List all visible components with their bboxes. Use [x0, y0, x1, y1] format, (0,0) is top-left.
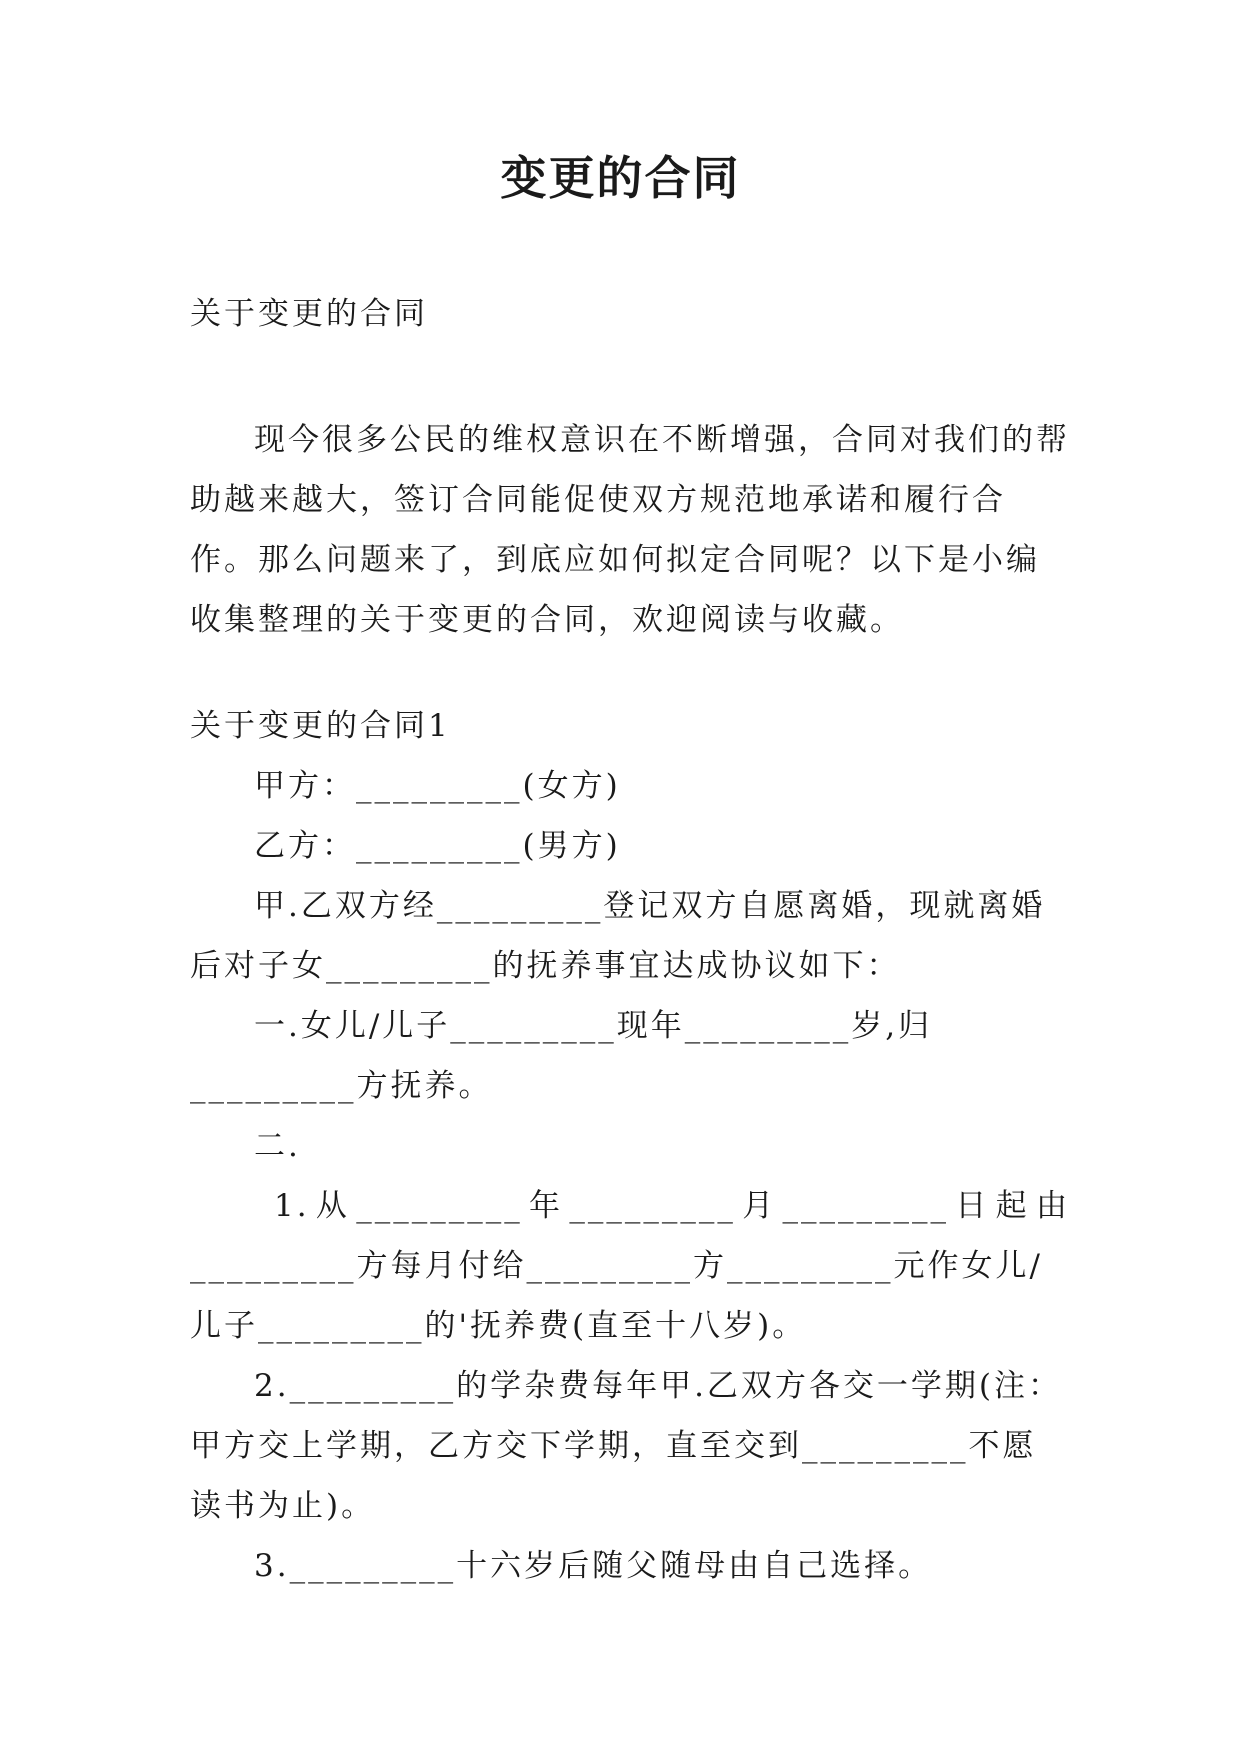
- intro-paragraph: 现今很多公民的维权意识在不断增强，合同对我们的帮助越来越大，签订合同能促使双方规范地承诺和履行合作。那么问题来了，到底应如何拟定合同呢？以下是小编收集整理的关于变更的合同，欢迎阅读与收藏。: [190, 422, 1070, 638]
- clause-2-1-continuation: _________方每月付给_________方_________元作女儿/儿子_________的'抚养费(直至十八岁)。: [190, 1248, 1043, 1344]
- clause-2-heading: 二.: [254, 1128, 301, 1164]
- clause-2-3-paragraph: 3._________十六岁后随父随母由自己选择。: [254, 1548, 933, 1584]
- party-a-line: 甲方：_________(女方): [254, 768, 621, 804]
- contract-body: [190, 756, 1070, 1596]
- agreement-paragraph: 甲.乙双方经_________登记双方自愿离婚，现就离婚后对子女_________的抚养事宜达成协议如下：: [190, 888, 1046, 984]
- clause-2-1-first-line: 1.从_________年_________月_________日起由: [274, 1188, 1070, 1224]
- clause-1-paragraph: 一.女儿/儿子_________现年_________岁,归_________方抚养。: [190, 1008, 933, 1104]
- document-subtitle: 关于变更的合同: [190, 296, 428, 332]
- clause-2-2-paragraph: 2._________的学杂费每年甲.乙双方各交一学期(注：甲方交上学期，乙方交下学期，直至交到_________不愿读书为止)。: [190, 1368, 1063, 1524]
- party-b-line: 乙方：_________(男方): [254, 828, 621, 864]
- section-heading: 关于变更的合同1: [190, 708, 451, 744]
- document-title: 变更的合同: [500, 151, 741, 205]
